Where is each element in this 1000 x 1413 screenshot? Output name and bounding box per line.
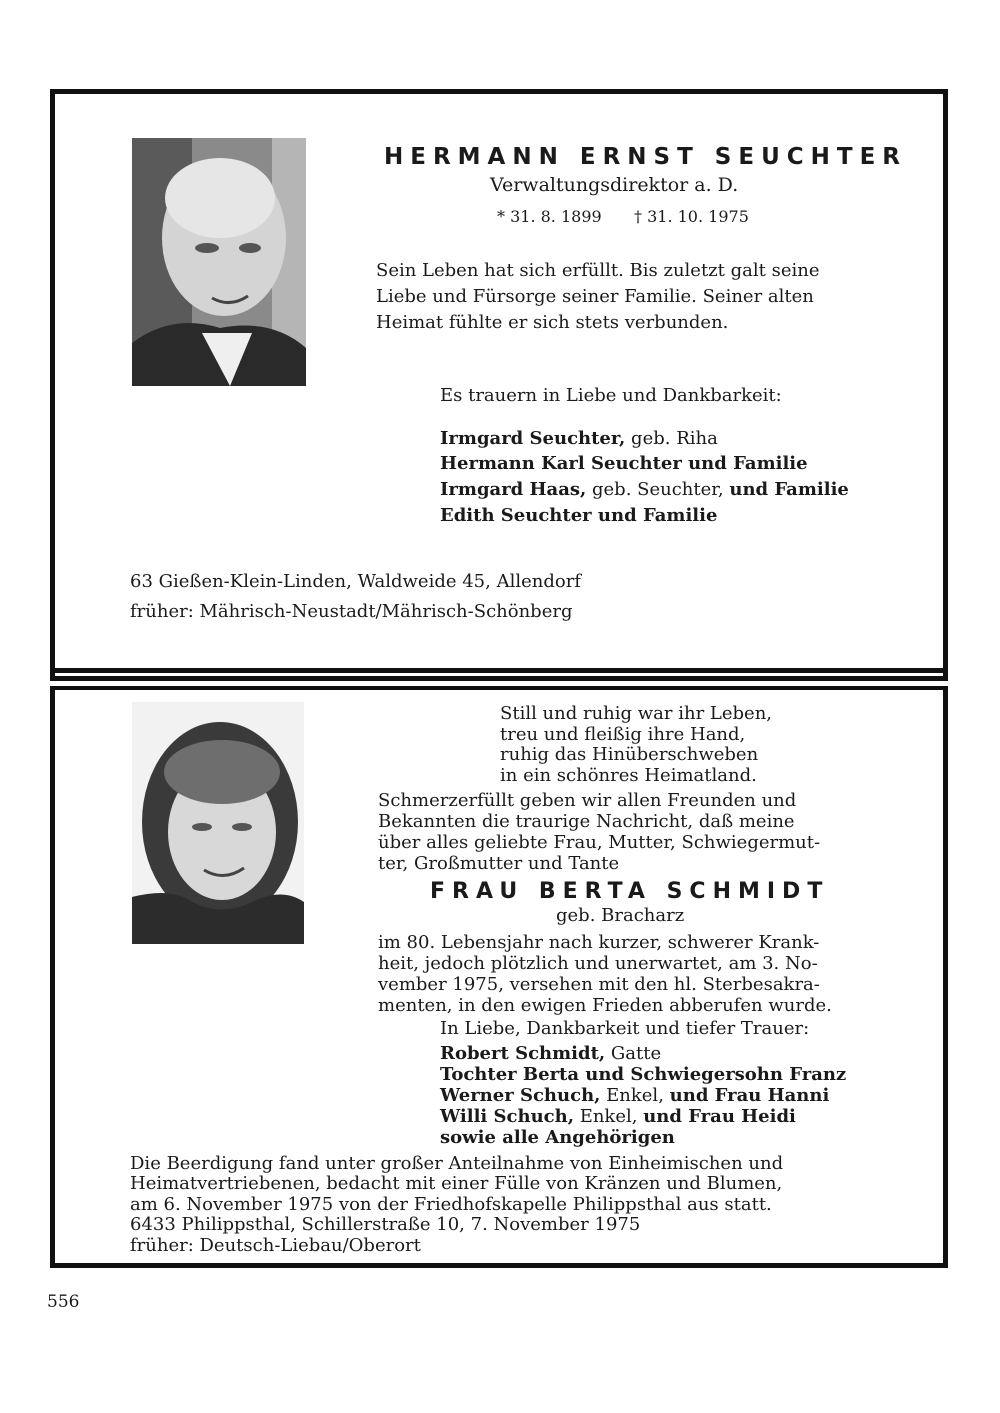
death-date: † 31. 10. 1975 <box>634 207 749 226</box>
mourner-line <box>440 1045 661 1063</box>
page-number: 556 <box>47 1292 80 1312</box>
mourner-name: Tochter Berta und Schwiegersohn Franz <box>440 1064 847 1085</box>
mourner-detail: Enkel, <box>600 1085 670 1106</box>
mourner-name: Hermann Karl Seuchter und Familie <box>440 453 808 474</box>
death-notice-line: menten, in den ewigen Frieden abberufen wurde. <box>378 995 832 1016</box>
tribute-line: Liebe und Fürsorge seiner Familie. Seiner alten <box>376 286 814 307</box>
mourner-line <box>440 430 718 448</box>
announcement-line: Bekannten die traurige Nachricht, daß meine <box>378 811 795 832</box>
funeral-line: Heimatvertriebenen, bedacht mit einer Fülle von Kränzen und Blumen, <box>130 1173 783 1194</box>
death-notice-line: vember 1975, versehen mit den hl. Sterbesakra- <box>378 974 820 995</box>
mourner-family: und Frau Hanni <box>669 1085 830 1106</box>
portrait-photo-hermann-seuchter <box>132 138 306 386</box>
mourning-intro: Es trauern in Liebe und Dankbarkeit: <box>440 385 782 406</box>
poem-line: in ein schönres Heimatland. <box>500 765 757 786</box>
divider <box>50 668 948 673</box>
former-address-line: früher: Deutsch-Liebau/Oberort <box>130 1235 421 1256</box>
deceased-title: Verwaltungsdirektor a. D. <box>490 174 739 196</box>
mourner-name: Werner Schuch, <box>440 1085 601 1106</box>
maiden-name: geb. Bracharz <box>556 905 685 926</box>
deceased-name: HERMANN ERNST SEUCHTER <box>384 144 907 170</box>
mourner-line <box>440 507 717 525</box>
mourner-detail: Enkel, <box>573 1106 644 1127</box>
address-line: 6433 Philippsthal, Schillerstraße 10, 7. November 1975 <box>130 1214 641 1235</box>
tribute-line: Sein Leben hat sich erfüllt. Bis zuletzt galt seine <box>376 260 820 281</box>
mourning-intro: In Liebe, Dankbarkeit und tiefer Trauer: <box>440 1018 810 1039</box>
mourner-line <box>440 481 849 499</box>
mourner-name: Willi Schuch, <box>440 1106 574 1127</box>
announcement-line: Schmerzerfüllt geben wir allen Freunden und <box>378 790 797 811</box>
death-notice-line: heit, jedoch plötzlich und unerwartet, am 3. No- <box>378 953 818 974</box>
mourner-line <box>440 1066 846 1084</box>
mourner-name: sowie alle Angehörigen <box>440 1127 675 1148</box>
mourner-detail: geb. Seuchter, <box>586 479 730 500</box>
mourner-name: Edith Seuchter und Familie <box>440 505 718 526</box>
mourner-name: Irmgard Seuchter, <box>440 428 626 449</box>
mourner-name: Robert Schmidt, <box>440 1043 606 1064</box>
death-notice-line: im 80. Lebensjahr nach kurzer, schwerer Krank- <box>378 932 820 953</box>
mourner-line <box>440 1129 675 1147</box>
mourner-line <box>440 1108 796 1126</box>
poem-line: ruhig das Hinüberschweben <box>500 744 759 765</box>
mourner-family: und Familie <box>729 479 849 500</box>
mourner-name: Irmgard Haas, <box>440 479 587 500</box>
funeral-line: am 6. November 1975 von der Friedhofskapelle Philippsthal aus statt. <box>130 1194 772 1215</box>
mourner-family: und Frau Heidi <box>643 1106 796 1127</box>
funeral-line: Die Beerdigung fand unter großer Anteilnahme von Einheimischen und <box>130 1153 784 1174</box>
poem-line: treu und fleißig ihre Hand, <box>500 724 746 745</box>
mourner-line <box>440 1087 829 1105</box>
announcement-line: ter, Großmutter und Tante <box>378 853 620 874</box>
former-address-line: früher: Mährisch-Neustadt/Mährisch-Schönberg <box>130 601 573 622</box>
address-line: 63 Gießen-Klein-Linden, Waldweide 45, Allendorf <box>130 571 581 592</box>
portrait-photo-berta-schmidt <box>132 702 304 944</box>
tribute-line: Heimat fühlte er sich stets verbunden. <box>376 312 729 333</box>
poem-line: Still und ruhig war ihr Leben, <box>500 703 773 724</box>
mourner-detail: Gatte <box>605 1043 662 1064</box>
deceased-name: FRAU BERTA SCHMIDT <box>430 879 830 904</box>
birth-date: * 31. 8. 1899 <box>497 207 602 226</box>
announcement-line: über alles geliebte Frau, Mutter, Schwiegermut- <box>378 832 821 853</box>
mourner-detail: geb. Riha <box>625 428 718 449</box>
mourner-line <box>440 455 808 473</box>
